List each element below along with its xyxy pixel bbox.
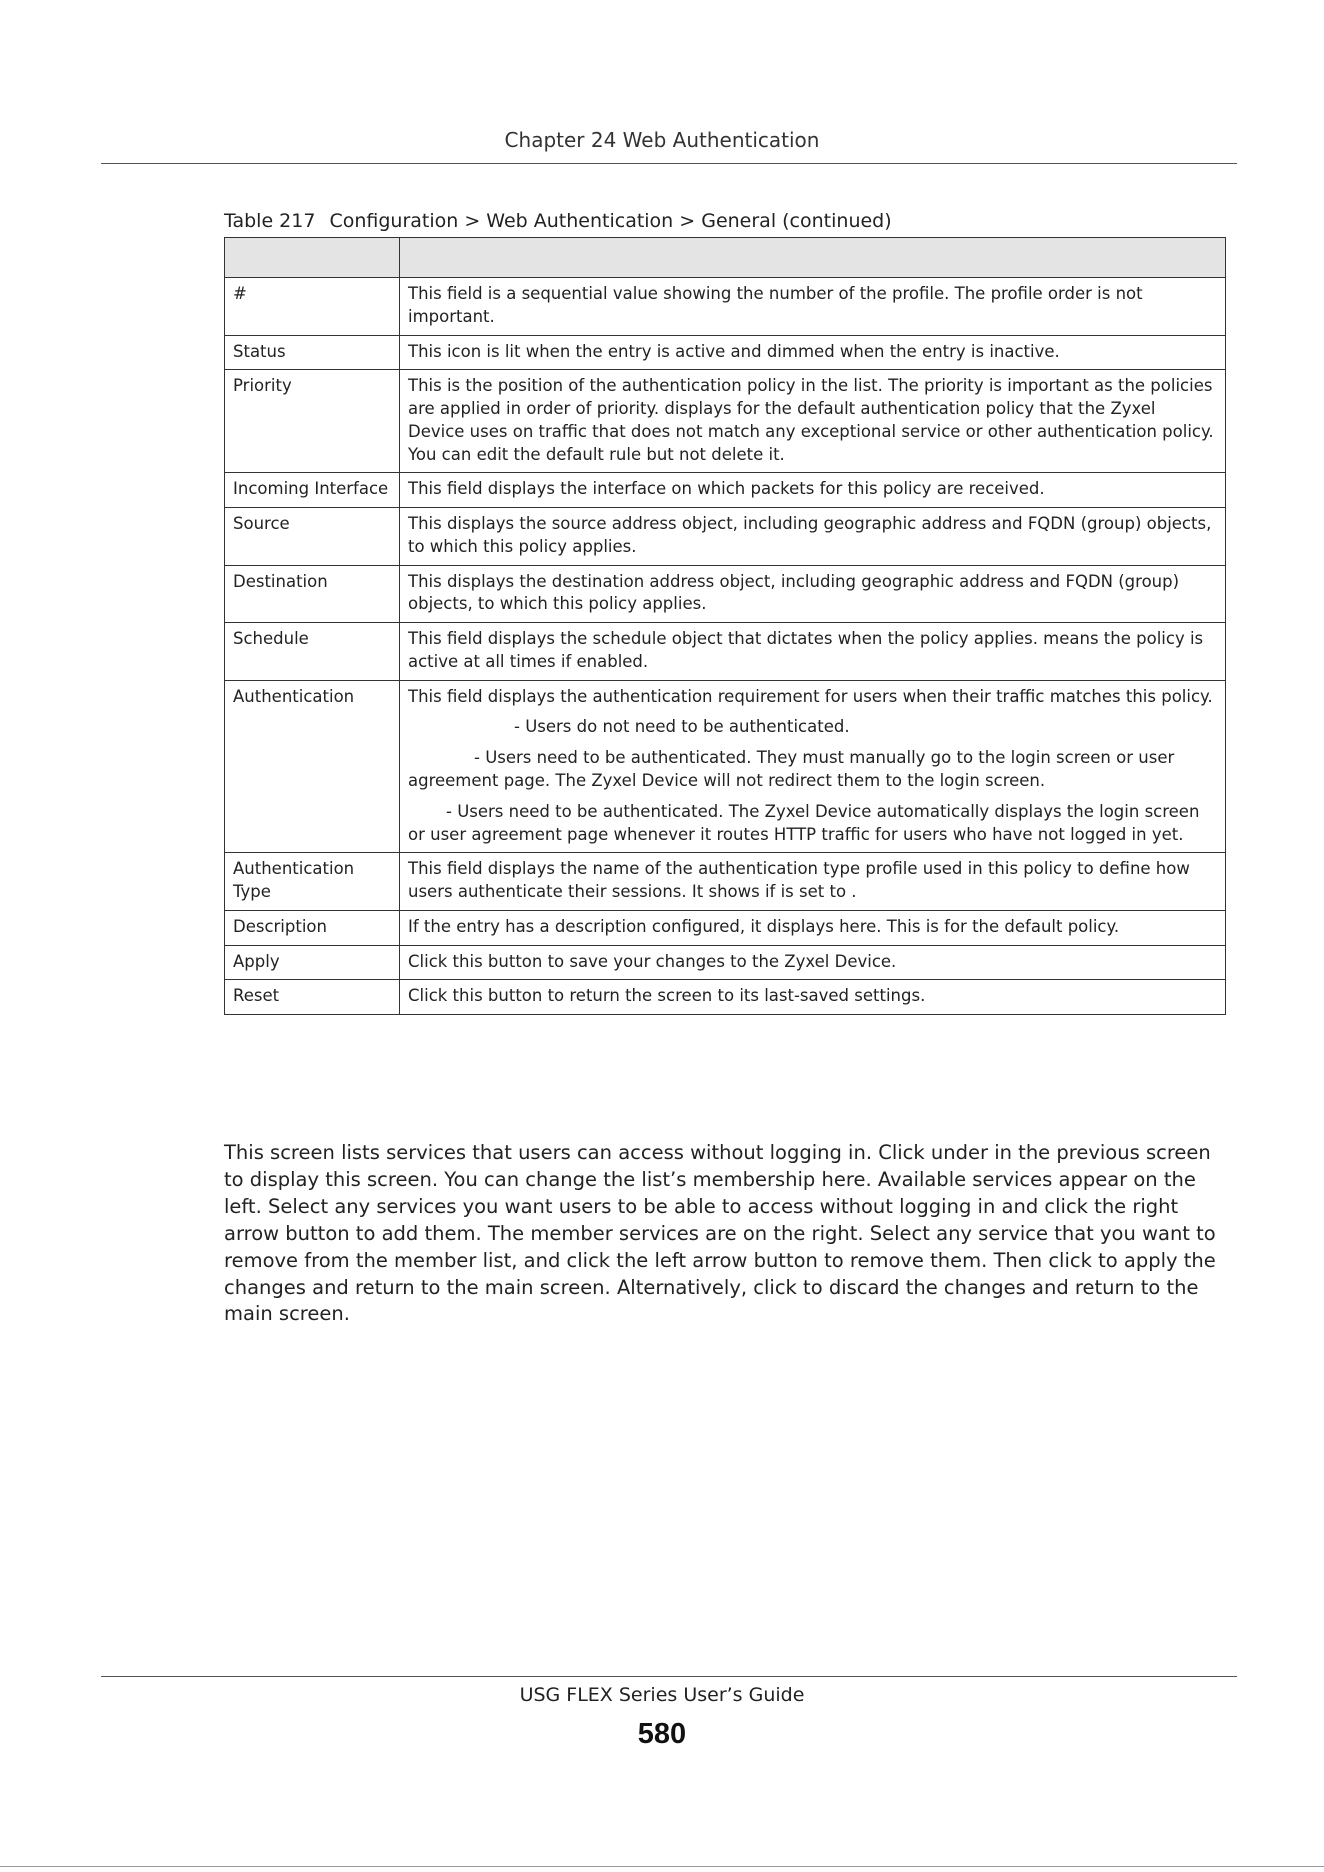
description-option-text: - Users need to be authenticated. The Zyxel Device automatically displays the login screen or user agreement page whenever it routes HTTP traffic for users who have not logged in yet. bbox=[408, 801, 1200, 844]
field-description bbox=[400, 278, 1226, 336]
header-divider bbox=[101, 163, 1237, 164]
description-text: This field is a sequential value showing the number of the profile. The profile order is not important. bbox=[408, 284, 1143, 326]
page-edge-line bbox=[0, 1866, 1324, 1867]
footer-divider bbox=[101, 1676, 1237, 1677]
description-text: This is the position of the authentication policy in the list. The priority is important as the policies are applied in order of priority. displays for the default authentication policy that the Zyxel Device uses on traffic that does not match any exceptional service or other authentication policy. You can edit the default rule but not delete it. bbox=[408, 376, 1214, 464]
header-label-cell bbox=[225, 238, 400, 278]
table-row bbox=[225, 508, 1226, 566]
description-text: If the entry has a description configured, it displays here. This is for the default policy. bbox=[408, 916, 1120, 936]
field-description bbox=[400, 508, 1226, 566]
description-text: This field displays the schedule object that dictates when the policy applies. means the policy is active at all times if enabled. bbox=[408, 629, 1204, 671]
field-description bbox=[400, 473, 1226, 508]
field-description bbox=[400, 680, 1226, 853]
field-description bbox=[400, 980, 1226, 1015]
chapter-title: Chapter 24 Web Authentication bbox=[504, 128, 820, 152]
table-row bbox=[225, 910, 1226, 945]
field-description bbox=[400, 335, 1226, 370]
description-text: Click this button to save your changes to the Zyxel Device. bbox=[408, 951, 897, 971]
field-label: Status bbox=[225, 335, 400, 370]
table-row bbox=[225, 473, 1226, 508]
table-caption bbox=[224, 210, 892, 232]
description-option-text: - Users need to be authenticated. They must manually go to the login screen or user agreement page. The Zyxel Device will not redirect them to the login screen. bbox=[408, 748, 1175, 791]
header-description-cell bbox=[400, 238, 1226, 278]
field-label: Source bbox=[225, 508, 400, 566]
field-label: Apply bbox=[225, 945, 400, 980]
description-text: Click this button to return the screen to its last-saved settings. bbox=[408, 986, 926, 1006]
description-text: This field displays the interface on which packets for this policy are received. bbox=[408, 479, 1045, 499]
field-label: Incoming Interface bbox=[225, 473, 400, 508]
table-row bbox=[225, 853, 1226, 911]
table-row bbox=[225, 370, 1226, 473]
field-description bbox=[400, 370, 1226, 473]
table-row bbox=[225, 565, 1226, 623]
table-row bbox=[225, 680, 1226, 853]
field-label: Authentication bbox=[225, 680, 400, 853]
description-text: This displays the source address object, including geographic address and FQDN (group) objects, to which this policy applies. bbox=[408, 514, 1212, 556]
field-label: Destination bbox=[225, 565, 400, 623]
field-description bbox=[400, 623, 1226, 681]
field-description bbox=[400, 853, 1226, 911]
table-header-row bbox=[225, 238, 1226, 278]
description-text: This icon is lit when the entry is active and dimmed when the entry is inactive. bbox=[408, 341, 1060, 361]
table-row bbox=[225, 945, 1226, 980]
field-description bbox=[400, 565, 1226, 623]
description-text: This field displays the authentication requirement for users when their traffic matches this policy. bbox=[408, 686, 1213, 706]
field-description-table bbox=[224, 237, 1226, 1015]
field-label: Priority bbox=[225, 370, 400, 473]
table-row bbox=[225, 623, 1226, 681]
page-number: 580 bbox=[637, 1718, 687, 1750]
field-label: # bbox=[225, 278, 400, 336]
body-section bbox=[224, 1140, 1224, 1328]
table-caption-number: Table 217 bbox=[224, 210, 316, 232]
field-description bbox=[400, 945, 1226, 980]
description-option-text: - Users do not need to be authenticated. bbox=[514, 717, 850, 737]
field-description bbox=[400, 910, 1226, 945]
description-text: This field displays the name of the authentication type profile used in this policy to define how users authenticate their sessions. It shows if is set to . bbox=[408, 859, 1190, 902]
table-row bbox=[225, 278, 1226, 336]
field-label: Schedule bbox=[225, 623, 400, 681]
field-label: Reset bbox=[225, 980, 400, 1015]
table-row bbox=[225, 980, 1226, 1015]
field-label: Authentication Type bbox=[225, 853, 400, 911]
table-row bbox=[225, 335, 1226, 370]
body-paragraph: This screen lists services that users can access without logging in. Click under in the previous screen to display this screen. You can change the list’s membership here. Available services appear on the left. Select any services you want users to be able to access without logging in and click the right arrow button to add them. The member services are on the right. Select any service that you want to remove from the member list, and click the left arrow button to remove them. Then click to apply the changes and return to the main screen. Alternatively, click to discard the changes and return to the main screen. bbox=[224, 1141, 1216, 1326]
table-caption-title: Configuration > Web Authentication > General (continued) bbox=[329, 210, 892, 232]
field-label: Description bbox=[225, 910, 400, 945]
description-text: This displays the destination address object, including geographic address and FQDN (group) objects, to which this policy applies. bbox=[408, 571, 1180, 614]
guide-title: USG FLEX Series User’s Guide bbox=[519, 1684, 805, 1706]
